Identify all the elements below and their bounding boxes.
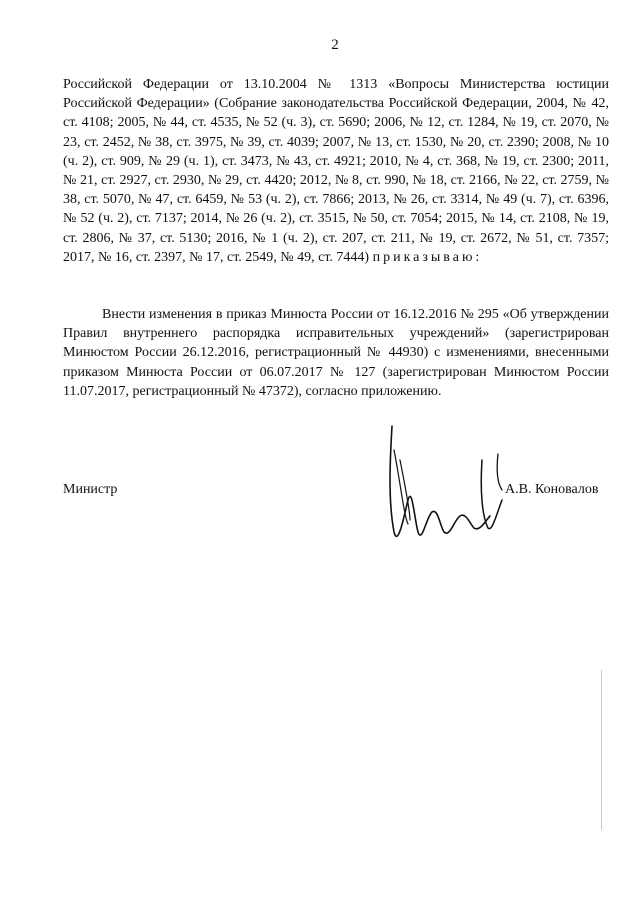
minister-title: Министр <box>63 482 118 497</box>
minister-name: А.В. Коновалов <box>505 482 599 497</box>
handwritten-signature <box>370 420 530 580</box>
legal-basis-paragraph <box>63 75 609 267</box>
order-paragraph: Внести изменения в приказ Минюста России от 16.12.2016 № 295 «Об утверждении Правил внутреннего распорядка исправительных учреждений» (зарегистрирован Минюстом России 26.12.2016, регистрационный № 44930) с изменениями, внесенными приказом Минюста России от 06.07.2017 № 127 (зарегистрирован Минюстом России 11.07.2017, регистрационный № 47372), согласно приложению. <box>63 307 609 399</box>
order-suffix: : <box>475 249 480 265</box>
legal-basis-text: Российской Федерации от 13.10.2004 № 1313 «Вопросы Министерства юстиции Российской Федерации» (Собрание законодательства Российской Федерации, 2004, № 42, ст. 4108; 2005, № 44, ст. 4535, № 52 (ч. 3), ст. 5690; 2006, № 12, ст. 1284, № 19, ст. 2070, № 23, ст. 2452, № 38, ст. 3975, № 39, ст. 4039; 2007, № 13, ст. 1530, № 20, ст. 2390; 2008, № 10 (ч. 2), ст. 909, № 29 (ч. 1), ст. 3473, № 43, ст. 4921; 2010, № 4, ст. 368, № 19, ст. 2300; 2011, № 21, ст. 2927, ст. 2930, № 29, ст. 4420; 2012, № 8, ст. 990, № 18, ст. 2166, № 22, ст. 2759, № 38, ст. 5070, № 47, ст. 6459, № 53 (ч. 2), ст. 7866; 2013, № 26, ст. 3314, № 49 (ч. 7), ст. 6396, № 52 (ч. 2), ст. 7137; 2014, № 26 (ч. 2), ст. 3515, № 50, ст. 7054; 2015, № 14, ст. 2108, № 19, ст. 2806, № 37, ст. 5130; 2016, № 1 (ч. 2), ст. 207, ст. 211, № 19, ст. 2672, № 51, ст. 7357; 2017, № 16, ст. 2397, № 17, ст. 2549, № 49, ст. 7444) <box>63 77 609 265</box>
scan-edge-line <box>601 670 602 830</box>
order-word: приказываю <box>372 249 476 265</box>
page-number: 2 <box>331 37 339 53</box>
